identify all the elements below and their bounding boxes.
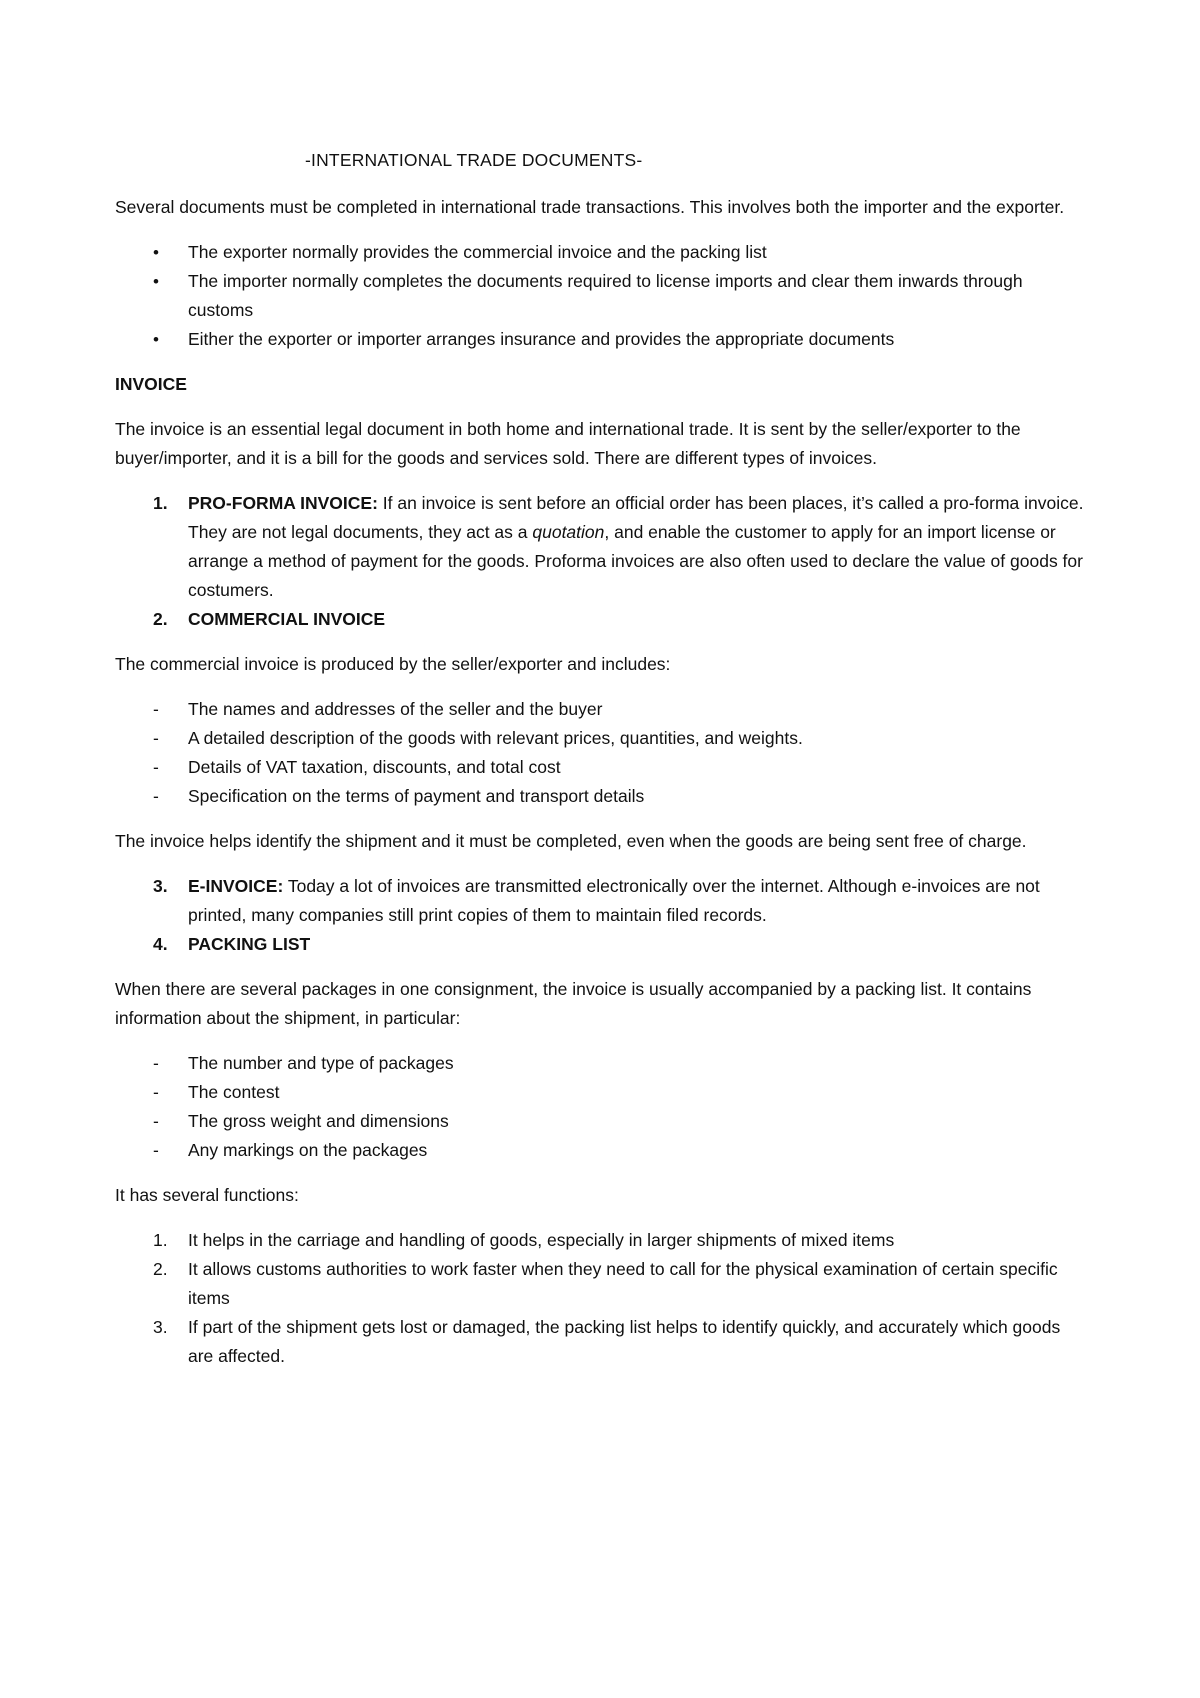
list-item: - Any markings on the packages xyxy=(115,1136,1090,1165)
list-item: - Details of VAT taxation, discounts, and total cost xyxy=(115,753,1090,782)
invoice-types-list-continued xyxy=(115,872,1090,959)
function-text: It helps in the carriage and handling of goods, especially in larger shipments of mixed items xyxy=(188,1230,895,1250)
list-number: 2. xyxy=(153,1259,168,1279)
document-page xyxy=(115,146,1090,1387)
list-number: 4. xyxy=(153,934,168,954)
commercial-note: The invoice helps identify the shipment and it must be completed, even when the goods are being sent free of charge. xyxy=(115,831,1027,851)
list-number: 1. xyxy=(153,1230,168,1250)
commercial-items-list xyxy=(115,695,1090,811)
function-text: It allows customs authorities to work faster when they need to call for the physical examination of certain specific items xyxy=(188,1259,1058,1308)
einvoice-label: E-INVOICE: xyxy=(188,876,284,896)
list-item: • The importer normally completes the documents required to license imports and clear them inwards through customs xyxy=(115,267,1090,325)
list-item xyxy=(115,1255,1090,1313)
document-title: -INTERNATIONAL TRADE DOCUMENTS- xyxy=(305,150,643,170)
proforma-text: If an invoice is sent before an official order has been places, it’s called a pro-forma invoice. They are not legal documents, they act as a xyxy=(188,493,1084,542)
intro-bullet-list xyxy=(115,238,1090,354)
packing-items-list xyxy=(115,1049,1090,1165)
list-item: - The number and type of packages xyxy=(115,1049,1090,1078)
commercial-intro: The commercial invoice is produced by the seller/exporter and includes: xyxy=(115,654,671,674)
list-item: - The names and addresses of the seller and the buyer xyxy=(115,695,1090,724)
functions-intro: It has several functions: xyxy=(115,1185,299,1205)
packing-intro: When there are several packages in one consignment, the invoice is usually accompanied by a packing list. It contains information about the shipment, in particular: xyxy=(115,979,1032,1028)
proforma-text-continued: , and enable the customer to apply for an import license or arrange a method of payment for the goods. Proforma invoices are also often used to declare the value of goods for costumers. xyxy=(188,522,1083,600)
list-number: 2. xyxy=(153,609,168,629)
invoice-heading: INVOICE xyxy=(115,374,187,394)
functions-list xyxy=(115,1226,1090,1371)
einvoice-text: Today a lot of invoices are transmitted electronically over the internet. Although e-invoices are not printed, many companies still print copies of them to maintain filed records. xyxy=(188,876,1040,925)
list-item xyxy=(115,489,1090,605)
commercial-invoice-label: COMMERCIAL INVOICE xyxy=(188,609,386,629)
list-item: - The contest xyxy=(115,1078,1090,1107)
list-item xyxy=(115,930,1090,959)
list-number: 3. xyxy=(153,876,168,896)
list-item xyxy=(115,605,1090,634)
list-item: - Specification on the terms of payment and transport details xyxy=(115,782,1090,811)
list-item xyxy=(115,1226,1090,1255)
list-item: - A detailed description of the goods with relevant prices, quantities, and weights. xyxy=(115,724,1090,753)
function-text: If part of the shipment gets lost or damaged, the packing list helps to identify quickly, and accurately which goods are affected. xyxy=(188,1317,1061,1366)
list-item: • The exporter normally provides the commercial invoice and the packing list xyxy=(115,238,1090,267)
intro-paragraph: Several documents must be completed in international trade transactions. This involves both the importer and the exporter. xyxy=(115,197,1065,217)
invoice-paragraph: The invoice is an essential legal document in both home and international trade. It is sent by the seller/exporter to the buyer/importer, and it is a bill for the goods and services sold. There are different types of invoices. xyxy=(115,419,1021,468)
list-item: • Either the exporter or importer arranges insurance and provides the appropriate documents xyxy=(115,325,1090,354)
quotation-term: quotation xyxy=(532,522,605,542)
list-number: 1. xyxy=(153,493,168,513)
invoice-types-list xyxy=(115,489,1090,634)
list-item xyxy=(115,1313,1090,1371)
list-number: 3. xyxy=(153,1317,168,1337)
proforma-label: PRO-FORMA INVOICE: xyxy=(188,493,378,513)
packing-list-label: PACKING LIST xyxy=(188,934,311,954)
list-item: - The gross weight and dimensions xyxy=(115,1107,1090,1136)
list-item xyxy=(115,872,1090,930)
